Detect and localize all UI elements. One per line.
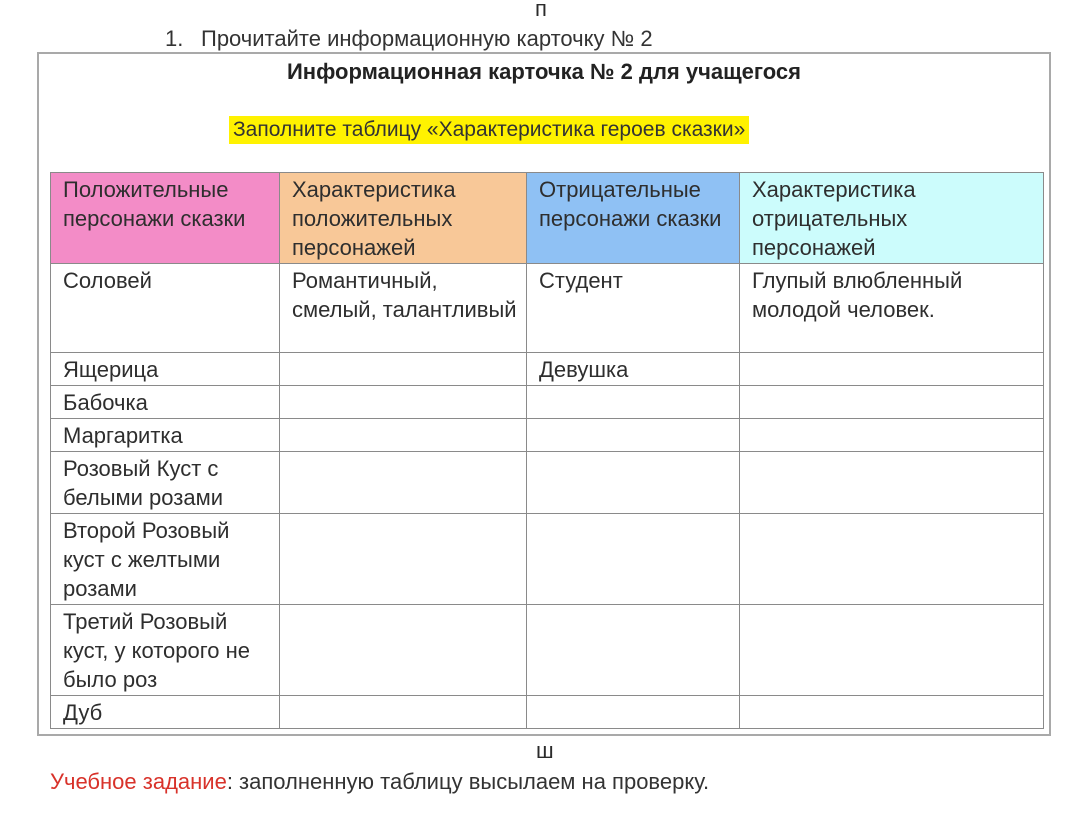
table-cell: Ящерица	[51, 353, 280, 386]
table-cell: Второй Розовый куст с желтыми розами	[51, 514, 280, 605]
page-bottom-fragment: ш	[536, 738, 554, 763]
table-row	[51, 605, 1044, 696]
header-positive-characters: Положительные персонажи сказки	[51, 173, 280, 264]
table-cell	[527, 419, 740, 452]
table-row	[51, 264, 1044, 353]
table-cell: Соловей	[51, 264, 280, 353]
table-row	[51, 696, 1044, 729]
table-row	[51, 514, 1044, 605]
footer-assignment	[50, 769, 709, 795]
table-cell: Маргаритка	[51, 419, 280, 452]
table-cell: Глупый влюбленный молодой человек.	[740, 264, 1044, 353]
table-cell	[740, 514, 1044, 605]
card-instruction: Заполните таблицу «Характеристика героев сказки»	[229, 116, 749, 144]
table-cell	[740, 353, 1044, 386]
assignment-label: Учебное задание	[50, 769, 227, 794]
table-cell	[740, 419, 1044, 452]
header-negative-traits: Характеристика отрицательных персонажей	[740, 173, 1044, 264]
header-negative-characters: Отрицательные персонажи сказки	[527, 173, 740, 264]
page-top-fragment: п	[535, 0, 547, 21]
table-cell: Розовый Куст с белыми розами	[51, 452, 280, 514]
table-row	[51, 452, 1044, 514]
task-number: 1.	[165, 26, 184, 51]
table-row	[51, 419, 1044, 452]
table-cell	[527, 605, 740, 696]
task-text: Прочитайте информационную карточку № 2	[201, 26, 653, 51]
table-cell	[280, 452, 527, 514]
table-cell	[740, 452, 1044, 514]
table-cell: Дуб	[51, 696, 280, 729]
table-cell	[527, 452, 740, 514]
table-cell	[280, 605, 527, 696]
info-card	[37, 52, 1051, 736]
table-cell	[740, 696, 1044, 729]
table-cell	[527, 514, 740, 605]
table-cell	[740, 386, 1044, 419]
table-cell: Третий Розовый куст, у которого не было роз	[51, 605, 280, 696]
table-row	[51, 386, 1044, 419]
heroes-table	[50, 172, 1044, 729]
card-title: Информационная карточка № 2 для учащегося	[286, 59, 802, 84]
table-cell	[280, 696, 527, 729]
table-row	[51, 353, 1044, 386]
table-cell: Бабочка	[51, 386, 280, 419]
task-line	[165, 26, 653, 52]
table-header-row	[51, 173, 1044, 264]
table-cell	[280, 386, 527, 419]
table-cell: Студент	[527, 264, 740, 353]
table-cell	[280, 419, 527, 452]
table-cell: Девушка	[527, 353, 740, 386]
assignment-text: : заполненную таблицу высылаем на проверку.	[226, 769, 710, 794]
table-cell: Романтичный, смелый, талантливый	[280, 264, 527, 353]
table-cell	[280, 514, 527, 605]
table-cell	[527, 386, 740, 419]
table-cell	[280, 353, 527, 386]
header-positive-traits: Характеристика положительных персонажей	[280, 173, 527, 264]
table-cell	[527, 696, 740, 729]
table-cell	[740, 605, 1044, 696]
